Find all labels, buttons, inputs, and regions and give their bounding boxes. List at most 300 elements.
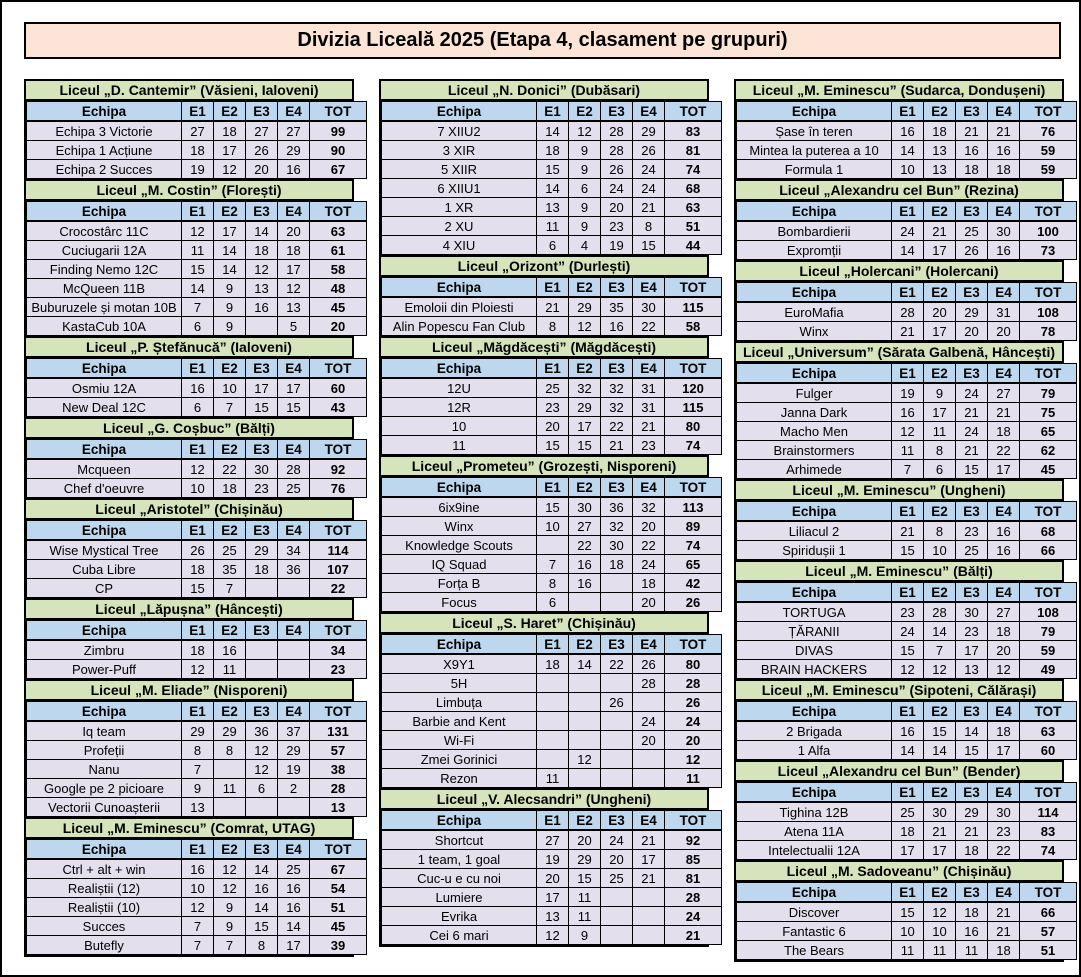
score-cell: 21 — [956, 403, 988, 422]
team-name-cell: Butefly — [27, 936, 182, 955]
score-cell: 24 — [956, 383, 988, 403]
score-cell — [601, 907, 633, 926]
team-name-cell: Zmei Gorinici — [382, 750, 537, 769]
team-row — [737, 521, 1077, 541]
score-cell: 4 — [569, 236, 601, 255]
total-cell: 76 — [310, 479, 367, 498]
score-cell — [569, 769, 601, 788]
column-header-row — [737, 283, 1077, 303]
total-cell: 113 — [665, 497, 722, 517]
col-header-e3: E3 — [956, 583, 988, 603]
team-name-cell: Macho Men — [737, 422, 892, 441]
score-cell: 17 — [988, 460, 1020, 479]
score-cell — [633, 769, 665, 788]
col-header-tot: TOT — [665, 635, 722, 655]
score-cell: 15 — [924, 721, 956, 741]
team-row — [382, 830, 722, 850]
score-cell: 7 — [214, 398, 246, 417]
col-header-e2: E2 — [924, 283, 956, 303]
score-cell: 9 — [214, 898, 246, 917]
col-header-e1: E1 — [182, 359, 214, 379]
score-cell: 9 — [214, 917, 246, 936]
score-cell: 9 — [214, 317, 246, 336]
score-cell: 21 — [988, 121, 1020, 141]
column-header-row — [382, 278, 722, 298]
group-header: Liceul „V. Alecsandri” (Ungheni) — [381, 790, 707, 810]
score-cell: 25 — [601, 869, 633, 888]
score-cell: 18 — [214, 121, 246, 141]
score-cell: 16 — [182, 378, 214, 398]
score-cell: 6 — [537, 593, 569, 612]
score-cell: 36 — [601, 497, 633, 517]
score-cell: 15 — [537, 436, 569, 455]
col-header-echipa: Echipa — [737, 502, 892, 522]
col-header-e1: E1 — [182, 521, 214, 541]
col-header-e1: E1 — [182, 621, 214, 641]
team-name-cell: Nanu — [27, 760, 182, 779]
score-cell: 14 — [892, 241, 924, 260]
total-cell: 22 — [310, 579, 367, 598]
team-row — [737, 141, 1077, 160]
score-cell: 18 — [182, 560, 214, 579]
col-header-e3: E3 — [246, 840, 278, 860]
col-header-e4: E4 — [633, 635, 665, 655]
score-cell: 18 — [633, 574, 665, 593]
total-cell: 57 — [310, 741, 367, 760]
col-header-e3: E3 — [601, 635, 633, 655]
score-cell: 22 — [988, 841, 1020, 860]
team-name-cell: Cuciugarii 12A — [27, 241, 182, 260]
col-header-e1: E1 — [892, 202, 924, 222]
col-header-e4: E4 — [988, 364, 1020, 384]
score-cell: 11 — [892, 941, 924, 960]
score-cell: 29 — [214, 721, 246, 741]
score-cell: 11 — [537, 769, 569, 788]
team-name-cell: The Bears — [737, 941, 892, 960]
column-header-row — [27, 702, 367, 722]
score-cell — [537, 536, 569, 555]
total-cell: 20 — [665, 731, 722, 750]
team-row — [382, 536, 722, 555]
team-row — [382, 869, 722, 888]
group-table — [734, 341, 1064, 481]
score-cell: 15 — [633, 236, 665, 255]
col-header-echipa: Echipa — [737, 102, 892, 122]
team-row — [382, 160, 722, 179]
score-cell: 16 — [278, 898, 310, 917]
team-row — [27, 660, 367, 679]
col-header-e3: E3 — [601, 102, 633, 122]
score-cell: 18 — [988, 160, 1020, 179]
groups-grid — [24, 79, 1064, 962]
group-header: Liceul „Holercani” (Holercani) — [736, 262, 1062, 282]
team-name-cell: 10 — [382, 417, 537, 436]
score-cell: 18 — [988, 422, 1020, 441]
score-cell: 20 — [278, 221, 310, 241]
score-cell — [537, 693, 569, 712]
total-cell: 59 — [1020, 141, 1077, 160]
total-cell: 23 — [310, 660, 367, 679]
score-cell: 30 — [988, 802, 1020, 822]
col-header-tot: TOT — [310, 521, 367, 541]
standings-table — [736, 282, 1077, 341]
column-header-row — [737, 702, 1077, 722]
score-cell: 12 — [988, 660, 1020, 679]
team-row — [27, 879, 367, 898]
col-header-echipa: Echipa — [737, 364, 892, 384]
score-cell: 8 — [537, 574, 569, 593]
col-header-tot: TOT — [1020, 502, 1077, 522]
team-name-cell: Evrika — [382, 907, 537, 926]
team-name-cell: Chef d'oeuvre — [27, 479, 182, 498]
team-name-cell: Echipa 2 Succes — [27, 160, 182, 179]
total-cell: 59 — [1020, 641, 1077, 660]
team-name-cell: 12U — [382, 378, 537, 398]
col-header-e1: E1 — [892, 102, 924, 122]
score-cell: 18 — [182, 640, 214, 660]
score-cell: 22 — [633, 536, 665, 555]
score-cell: 26 — [601, 693, 633, 712]
score-cell: 32 — [601, 378, 633, 398]
score-cell: 15 — [246, 917, 278, 936]
score-cell: 15 — [569, 436, 601, 455]
score-cell: 12 — [569, 121, 601, 141]
score-cell: 11 — [924, 941, 956, 960]
col-header-echipa: Echipa — [737, 202, 892, 222]
score-cell: 18 — [214, 479, 246, 498]
team-row — [382, 926, 722, 945]
score-cell — [569, 674, 601, 693]
total-cell: 83 — [665, 121, 722, 141]
score-cell: 8 — [214, 741, 246, 760]
team-name-cell: Expromții — [737, 241, 892, 260]
score-cell: 22 — [214, 459, 246, 479]
team-name-cell: Alin Popescu Fan Club — [382, 317, 537, 336]
col-header-e3: E3 — [956, 702, 988, 722]
score-cell: 18 — [601, 555, 633, 574]
standings-table — [26, 839, 367, 955]
group-table — [734, 860, 1064, 962]
score-cell: 15 — [956, 460, 988, 479]
score-cell: 20 — [988, 641, 1020, 660]
score-cell: 16 — [182, 859, 214, 879]
total-cell: 51 — [1020, 941, 1077, 960]
score-cell: 29 — [569, 850, 601, 869]
score-cell: 19 — [601, 236, 633, 255]
col-header-e1: E1 — [892, 883, 924, 903]
score-cell: 29 — [569, 398, 601, 417]
score-cell: 14 — [537, 179, 569, 198]
score-cell: 14 — [924, 741, 956, 760]
group-table — [734, 260, 1064, 343]
team-name-cell: Rezon — [382, 769, 537, 788]
group-table — [734, 760, 1064, 862]
total-cell: 45 — [310, 298, 367, 317]
col-header-e4: E4 — [988, 283, 1020, 303]
score-cell: 6 — [182, 317, 214, 336]
score-cell: 30 — [246, 459, 278, 479]
score-cell: 37 — [278, 721, 310, 741]
standings-table — [736, 882, 1077, 960]
col-header-e3: E3 — [246, 359, 278, 379]
col-header-e3: E3 — [246, 202, 278, 222]
team-name-cell: Winx — [382, 517, 537, 536]
score-cell: 20 — [569, 830, 601, 850]
standings-table — [26, 439, 367, 498]
team-name-cell: Buburuzele și motan 10B — [27, 298, 182, 317]
score-cell: 18 — [537, 141, 569, 160]
score-cell: 9 — [569, 217, 601, 236]
score-cell: 16 — [246, 879, 278, 898]
team-row — [737, 721, 1077, 741]
score-cell: 18 — [924, 121, 956, 141]
score-cell: 5 — [278, 317, 310, 336]
col-header-echipa: Echipa — [737, 783, 892, 803]
team-row — [27, 378, 367, 398]
score-cell — [633, 907, 665, 926]
score-cell: 23 — [988, 822, 1020, 841]
score-cell — [214, 760, 246, 779]
score-cell: 26 — [182, 540, 214, 560]
team-row — [382, 121, 722, 141]
score-cell: 28 — [601, 121, 633, 141]
score-cell — [633, 926, 665, 945]
col-header-echipa: Echipa — [737, 583, 892, 603]
team-name-cell: Realiștii (10) — [27, 898, 182, 917]
col-header-tot: TOT — [1020, 883, 1077, 903]
total-cell: 45 — [1020, 460, 1077, 479]
col-header-tot: TOT — [310, 359, 367, 379]
column-header-row — [737, 583, 1077, 603]
score-cell — [278, 798, 310, 817]
score-cell: 29 — [182, 721, 214, 741]
col-header-e1: E1 — [182, 840, 214, 860]
score-cell: 14 — [214, 241, 246, 260]
score-cell: 11 — [182, 241, 214, 260]
score-cell: 17 — [278, 260, 310, 279]
score-cell: 20 — [924, 302, 956, 322]
score-cell: 26 — [601, 160, 633, 179]
score-cell — [537, 750, 569, 769]
score-cell: 25 — [214, 540, 246, 560]
score-cell — [537, 712, 569, 731]
col-header-e3: E3 — [956, 102, 988, 122]
score-cell — [601, 769, 633, 788]
column-header-row — [27, 102, 367, 122]
total-cell: 11 — [665, 769, 722, 788]
team-row — [27, 579, 367, 598]
score-cell: 21 — [633, 198, 665, 217]
score-cell — [569, 593, 601, 612]
score-cell: 23 — [601, 217, 633, 236]
team-name-cell: Janna Dark — [737, 403, 892, 422]
team-row — [382, 750, 722, 769]
score-cell: 18 — [278, 241, 310, 260]
team-row — [737, 622, 1077, 641]
score-cell: 24 — [892, 622, 924, 641]
group-table — [24, 817, 354, 957]
team-name-cell: Succes — [27, 917, 182, 936]
score-cell: 17 — [988, 741, 1020, 760]
col-header-echipa: Echipa — [382, 635, 537, 655]
score-cell: 24 — [892, 221, 924, 241]
score-cell: 23 — [892, 602, 924, 622]
team-row — [737, 160, 1077, 179]
score-cell: 17 — [956, 641, 988, 660]
column-header-row — [737, 883, 1077, 903]
score-cell: 21 — [601, 436, 633, 455]
group-header: Liceul „M. Costin” (Florești) — [26, 181, 352, 201]
score-cell: 18 — [892, 822, 924, 841]
score-cell: 32 — [633, 497, 665, 517]
team-row — [27, 917, 367, 936]
score-cell: 7 — [182, 917, 214, 936]
col-header-e4: E4 — [988, 883, 1020, 903]
team-row — [737, 383, 1077, 403]
score-cell: 14 — [246, 859, 278, 879]
col-header-e2: E2 — [569, 478, 601, 498]
score-cell: 9 — [569, 160, 601, 179]
total-cell: 62 — [1020, 441, 1077, 460]
score-cell: 11 — [569, 888, 601, 907]
score-cell: 15 — [892, 641, 924, 660]
score-cell — [601, 574, 633, 593]
total-cell: 13 — [310, 798, 367, 817]
team-row — [382, 436, 722, 455]
col-header-e2: E2 — [214, 359, 246, 379]
total-cell: 28 — [665, 674, 722, 693]
col-header-e4: E4 — [278, 521, 310, 541]
score-cell: 24 — [601, 830, 633, 850]
team-row — [27, 540, 367, 560]
score-cell: 22 — [601, 417, 633, 436]
col-header-e4: E4 — [988, 102, 1020, 122]
team-name-cell: Șase în teren — [737, 121, 892, 141]
team-row — [737, 802, 1077, 822]
team-name-cell: Bombardierii — [737, 221, 892, 241]
col-header-e1: E1 — [892, 783, 924, 803]
team-name-cell: Finding Nemo 12C — [27, 260, 182, 279]
score-cell: 21 — [892, 322, 924, 341]
score-cell: 12 — [182, 898, 214, 917]
standings-table — [381, 358, 722, 455]
col-header-e3: E3 — [956, 364, 988, 384]
col-header-e2: E2 — [924, 364, 956, 384]
group-header: Liceul „G. Coșbuc” (Bălți) — [26, 419, 352, 439]
team-name-cell: Vectorii Cunoașterii — [27, 798, 182, 817]
group-header: Liceul „M. Eminescu” (Bălți) — [736, 562, 1062, 582]
score-cell: 8 — [182, 741, 214, 760]
total-cell: 28 — [665, 888, 722, 907]
score-cell: 28 — [924, 602, 956, 622]
score-cell: 32 — [601, 517, 633, 536]
col-header-e1: E1 — [182, 702, 214, 722]
score-cell: 25 — [892, 802, 924, 822]
score-cell: 16 — [569, 555, 601, 574]
group-header: Liceul „Alexandru cel Bun” (Bender) — [736, 762, 1062, 782]
score-cell: 30 — [956, 602, 988, 622]
score-cell — [601, 674, 633, 693]
team-row — [27, 279, 367, 298]
group-table — [24, 598, 354, 681]
col-header-echipa: Echipa — [27, 359, 182, 379]
score-cell: 18 — [956, 160, 988, 179]
score-cell — [601, 926, 633, 945]
team-row — [27, 121, 367, 141]
total-cell: 80 — [665, 417, 722, 436]
score-cell: 14 — [246, 221, 278, 241]
total-cell: 34 — [310, 640, 367, 660]
score-cell: 20 — [537, 869, 569, 888]
score-cell: 12 — [278, 279, 310, 298]
total-cell: 73 — [1020, 241, 1077, 260]
total-cell: 115 — [665, 398, 722, 417]
score-cell: 20 — [956, 322, 988, 341]
total-cell: 67 — [310, 160, 367, 179]
score-cell: 9 — [569, 141, 601, 160]
col-header-e1: E1 — [892, 283, 924, 303]
col-header-e2: E2 — [214, 521, 246, 541]
score-cell: 21 — [956, 441, 988, 460]
team-name-cell: 5 XIIR — [382, 160, 537, 179]
team-row — [737, 322, 1077, 341]
score-cell: 15 — [956, 741, 988, 760]
col-header-e4: E4 — [278, 702, 310, 722]
col-header-e2: E2 — [924, 583, 956, 603]
score-cell: 14 — [892, 141, 924, 160]
team-name-cell: 6ix9ine — [382, 497, 537, 517]
score-cell: 16 — [988, 241, 1020, 260]
col-header-e2: E2 — [569, 278, 601, 298]
team-name-cell: Emoloii din Ploiesti — [382, 297, 537, 317]
team-name-cell: BRAIN HACKERS — [737, 660, 892, 679]
col-header-e2: E2 — [214, 202, 246, 222]
total-cell: 114 — [1020, 802, 1077, 822]
score-cell: 9 — [924, 383, 956, 403]
score-cell: 34 — [278, 540, 310, 560]
score-cell: 22 — [988, 441, 1020, 460]
col-header-e4: E4 — [988, 502, 1020, 522]
team-row — [737, 941, 1077, 960]
col-header-e2: E2 — [214, 440, 246, 460]
team-name-cell: Cei 6 mari — [382, 926, 537, 945]
col-header-e4: E4 — [633, 278, 665, 298]
score-cell: 14 — [214, 260, 246, 279]
group-header: Liceul „Lăpușna” (Hâncești) — [26, 600, 352, 620]
col-header-echipa: Echipa — [27, 840, 182, 860]
score-cell — [246, 579, 278, 598]
col-header-tot: TOT — [1020, 202, 1077, 222]
total-cell: 59 — [1020, 160, 1077, 179]
score-cell: 30 — [569, 497, 601, 517]
team-row — [382, 317, 722, 336]
page-title: Divizia Liceală 2025 (Etapa 4, clasament pe grupuri) — [24, 22, 1061, 59]
group-table — [24, 679, 354, 819]
team-name-cell: Discover — [737, 902, 892, 922]
score-cell: 7 — [892, 460, 924, 479]
team-name-cell: Zimbru — [27, 640, 182, 660]
col-header-e4: E4 — [988, 783, 1020, 803]
score-cell: 13 — [537, 907, 569, 926]
group-header: Liceul „M. Eminescu” (Sipoteni, Călărași) — [736, 681, 1062, 701]
total-cell: 60 — [1020, 741, 1077, 760]
team-row — [382, 198, 722, 217]
standings-table — [736, 501, 1077, 560]
team-row — [737, 641, 1077, 660]
team-name-cell: Spiridușii 1 — [737, 541, 892, 560]
col-header-e1: E1 — [537, 635, 569, 655]
column-header-row — [737, 502, 1077, 522]
